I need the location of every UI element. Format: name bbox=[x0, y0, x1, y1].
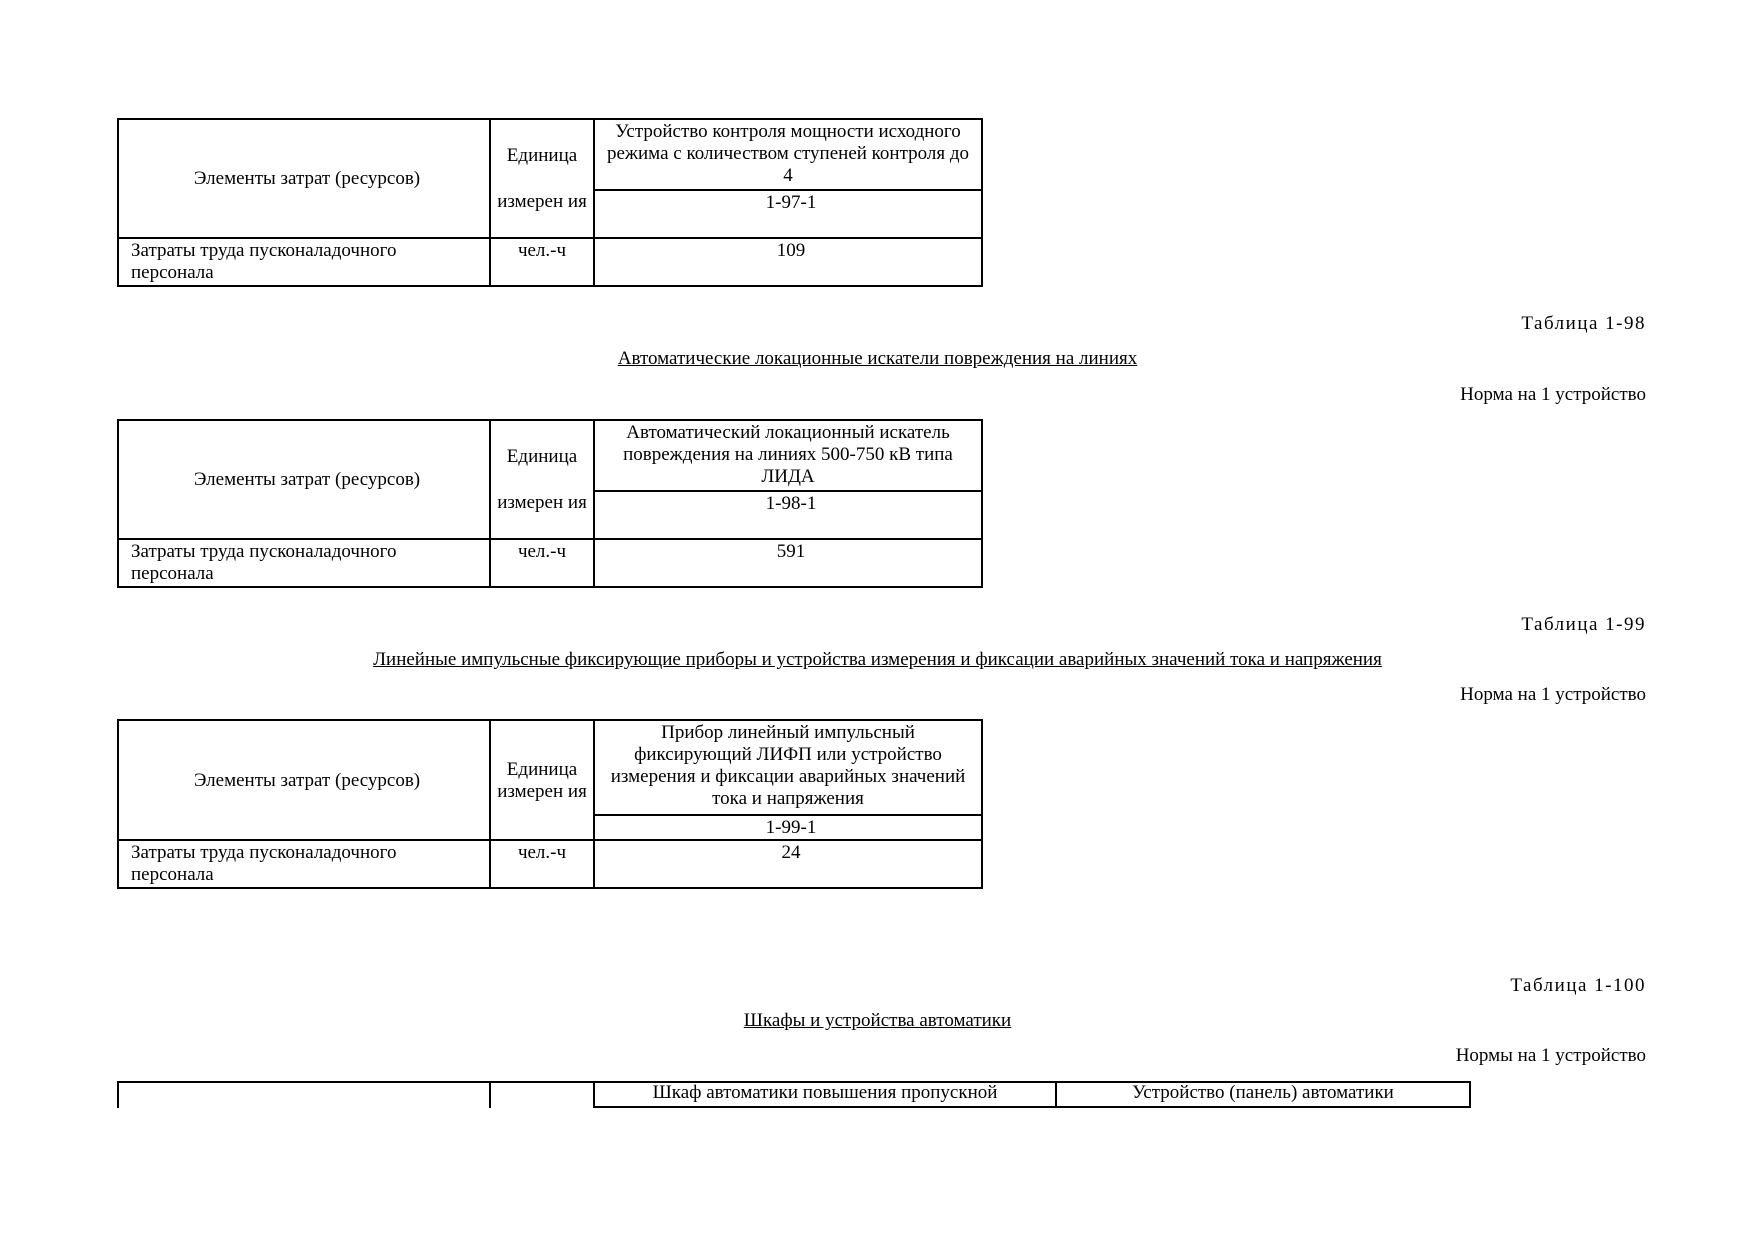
header-unit: Единица измерен ия bbox=[490, 720, 594, 840]
table-1-97 bbox=[117, 118, 983, 287]
header-code: 1-99-1 bbox=[594, 815, 982, 840]
header-elements: Элементы затрат (ресурсов) bbox=[118, 119, 490, 238]
header-col-a: Шкаф автоматики повышения пропускной bbox=[652, 1082, 998, 1103]
header-col-b: Устройство (панель) автоматики bbox=[1132, 1082, 1394, 1103]
header-device: Устройство контроля мощности исходного режима с количеством ступеней контроля до 4 bbox=[594, 119, 982, 190]
table-number: Таблица 1-99 bbox=[1521, 614, 1646, 635]
table-1-99 bbox=[117, 719, 983, 889]
table-1-98 bbox=[117, 419, 983, 588]
header-device: Прибор линейный импульсный фиксирующий ЛИФП или устройство измерения и фиксации аварийных значений тока и напряжения bbox=[594, 720, 982, 815]
header-unit-bottom: измерен ия bbox=[490, 491, 594, 539]
table-1-100-partial bbox=[117, 1081, 1471, 1108]
table-border bbox=[117, 1081, 119, 1108]
table-border bbox=[1469, 1081, 1471, 1108]
table-title: Автоматические локационные искатели повреждения на линиях bbox=[617, 348, 1138, 369]
table-norm: Нормы на 1 устройство bbox=[1455, 1045, 1646, 1066]
header-unit-top: Единица bbox=[490, 420, 594, 491]
table-border bbox=[489, 1081, 491, 1108]
row-label: Затраты труда пусконаладочного персонала bbox=[118, 539, 490, 587]
header-code: 1-97-1 bbox=[594, 190, 982, 238]
row-value: 591 bbox=[594, 539, 982, 587]
table-number: Таблица 1-98 bbox=[1521, 313, 1646, 334]
row-label: Затраты труда пусконаладочного персонала bbox=[118, 238, 490, 286]
header-code: 1-98-1 bbox=[594, 491, 982, 539]
table-border bbox=[593, 1106, 1471, 1108]
row-value: 24 bbox=[594, 840, 982, 888]
header-unit-bottom: измерен ия bbox=[490, 190, 594, 238]
table-norm: Норма на 1 устройство bbox=[1460, 684, 1646, 705]
row-value: 109 bbox=[594, 238, 982, 286]
header-device: Автоматический локационный искатель повреждения на линиях 500-750 кВ типа ЛИДА bbox=[594, 420, 982, 491]
table-number: Таблица 1-100 bbox=[1510, 975, 1646, 996]
header-elements: Элементы затрат (ресурсов) bbox=[118, 720, 490, 840]
row-unit: чел.-ч bbox=[490, 840, 594, 888]
table-title: Шкафы и устройства автоматики bbox=[743, 1010, 1012, 1031]
row-unit: чел.-ч bbox=[490, 539, 594, 587]
header-elements: Элементы затрат (ресурсов) bbox=[118, 420, 490, 539]
header-unit-top: Единица bbox=[490, 119, 594, 190]
table-norm: Норма на 1 устройство bbox=[1460, 384, 1646, 405]
row-unit: чел.-ч bbox=[490, 238, 594, 286]
row-label: Затраты труда пусконаладочного персонала bbox=[118, 840, 490, 888]
table-title: Линейные импульсные фиксирующие приборы и устройства измерения и фиксации аварийных значений тока и напряжения bbox=[373, 649, 1382, 670]
